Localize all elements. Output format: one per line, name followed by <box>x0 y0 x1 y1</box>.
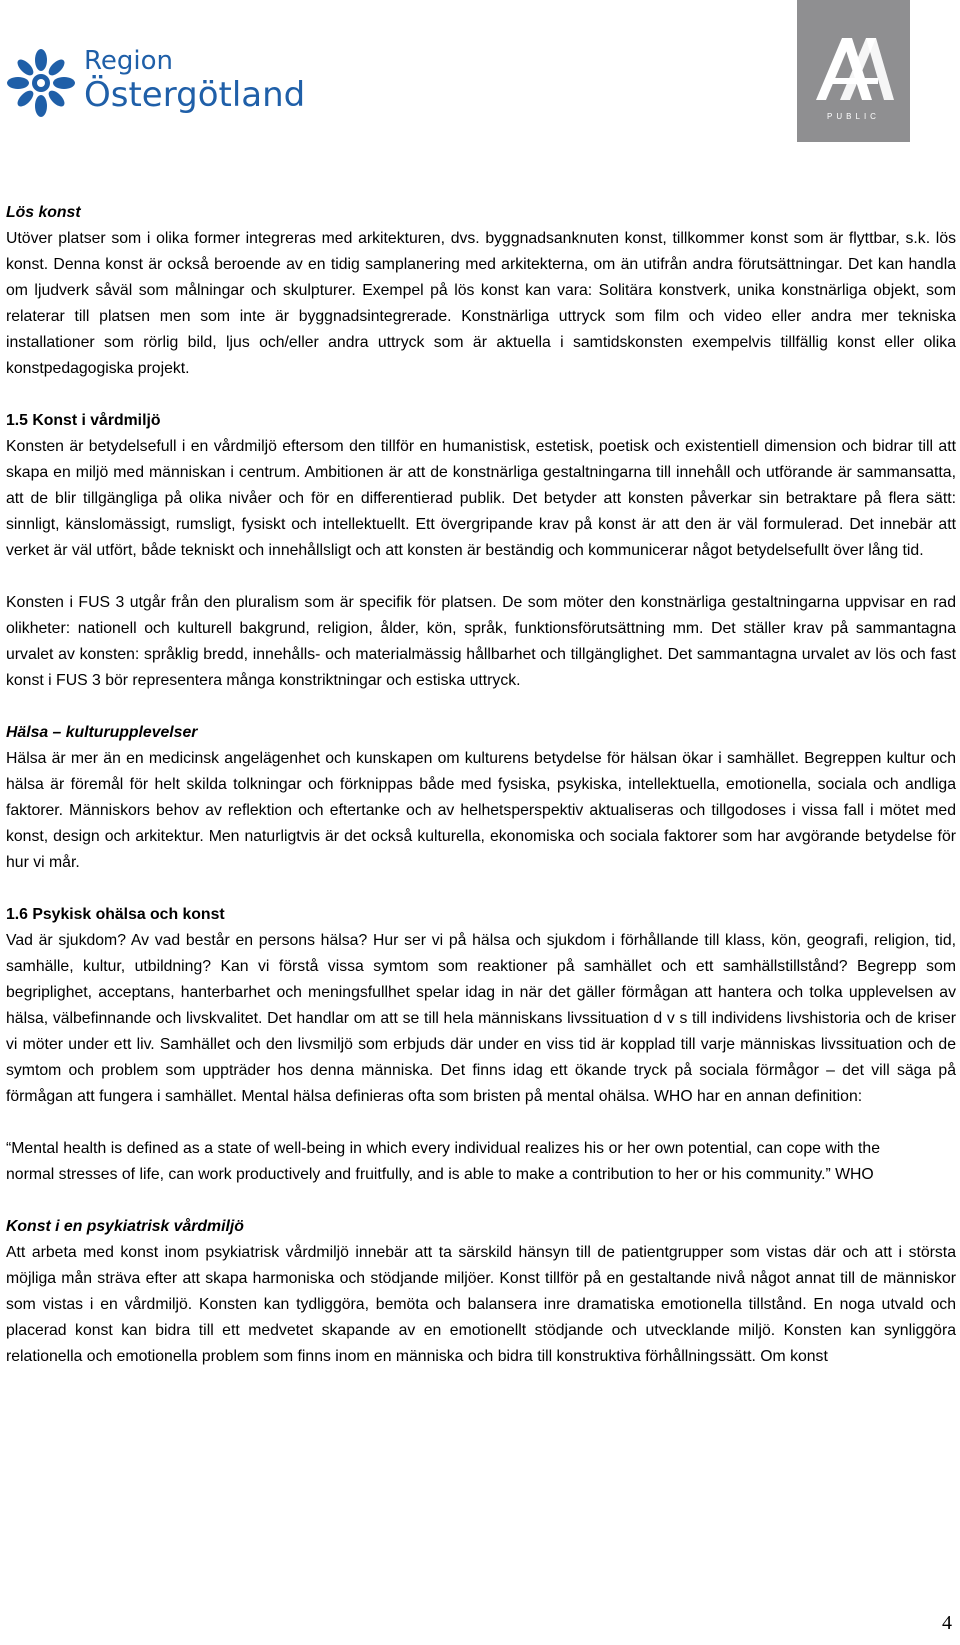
paragraph: Hälsa är mer än en medicinsk angelägenhet och kunskapen om kulturens betydelse för hälsan ökar i samhället. Begreppen kultur och hälsa är föremål för helt skilda tolkningar och förknippas både med fysiska, psykiska, intellektuella, emotionella, sociala och andliga faktorer. Människors behov av reflektion och eftertanke och av helhetsperspektiv aktualiseras och tillgodoses i vissa fall i mötet med konst, design och arkitektur. Men naturligtvis är det också kulturella, ekonomiska och sociala faktorer som har avgörande betydelse för hur vi mår. <box>6 750 956 871</box>
logo-line-ostergotland: Östergötland <box>84 75 306 115</box>
document-body <box>6 200 956 1370</box>
paragraph: Vad är sjukdom? Av vad består en persons hälsa? Hur ser vi på hälsa och sjukdom i förhållande till klass, kön, geografi, religion, tid, samhälle, kultur, utbildning? Kan vi förstå vissa symtom som reaktioner på samhället och ett samhällstillstånd? Begrepp som begriplighet, acceptans, hanterbarhet och meningsfullhet spelar idag in när det gäller förmågan att hantera och tolka upplevelsen av hälsa, välbefinnande och livskvalitet. Det handlar om att se till hela människans livssituation d v s till individens livshistoria och de kriser vi möter under ett liv. Samhället och den livsmiljö som erbjuds där under en viss tid är kopplad till varje människas livssituation och de symtom och problem som uppträder hos denna människa. Det finns idag ett ökande tryck på sociala förmågor – det vill säga på förmågan att fungera i samhället. Mental hälsa definieras ofta som bristen på mental ohälsa. WHO har en annan definition: <box>6 932 956 1105</box>
section-heading-psykiatrisk-vardmiljo: Konst i en psykiatrisk vårdmiljö <box>6 1218 244 1235</box>
page-number: 4 <box>942 1612 952 1634</box>
double-a-monogram-icon <box>814 36 894 102</box>
section-heading-los-konst: Lös konst <box>6 204 81 221</box>
section-heading-konst-i-vardmiljo: 1.5 Konst i vårdmiljö <box>6 412 161 429</box>
paragraph: Utöver platser som i olika former integreras med arkitekturen, dvs. byggnadsanknuten konst, tillkommer konst som är flyttbar, s.k. lös konst. Denna konst är också beroende av en tidig samplanering med arkitekterna, om än utifrån andra förutsättningar. Det kan handla om ljudverk såväl som målningar och skulpturer. Exempel på lös konst kan vara: Solitära konstverk, unika konstnärliga objekt, som relaterar till platsen men som inte är byggnadsintegrerade. Konstnärliga uttryck som film och video eller andra mer tekniska installationer som rörlig bild, ljus och/eller andra uttryck som är aktuella i samtidskonsten exempelvis tillfällig konst eller olika konstpedagogiska projekt. <box>6 230 956 377</box>
paragraph: Konsten i FUS 3 utgår från den pluralism som är specifik för platsen. De som möter den konstnärliga gestaltningarna uppvisar en rad olikheter: nationell och kulturell bakgrund, religion, ålder, kön, språk, funktionsförutsättning mm. Det ställer krav på sammantagna urvalet av konsten: språklig bredd, innehålls- och materialmässig hållbarhet och tillgänglighet. Det sammantagna urvalet av lös och fast konst i FUS 3 bör representera många konstriktningar och estiska uttryck. <box>6 594 956 689</box>
region-ostergotland-logo <box>6 46 306 124</box>
who-quote: “Mental health is defined as a state of well-being in which every individual realizes his or her own potential, can cope with the normal stresses of life, can work productively and fruitfully, and is able to make a contribution to her or his community.” WHO <box>6 1140 880 1183</box>
public-logo-label: PUBLIC <box>827 112 880 121</box>
section-heading-psykisk-ohalsa: 1.6 Psykisk ohälsa och konst <box>6 906 225 923</box>
public-logo <box>797 0 910 142</box>
logo-wordmark <box>84 46 305 114</box>
paragraph: Konsten är betydelsefull i en vårdmiljö eftersom den tillför en humanistisk, estetisk, poetisk och existentiell dimension och bidrar till att skapa en miljö med människan i centrum. Ambitionen är att de konstnärliga gestaltningarna till innehåll och utförande är sammansatta, att de blir tillgängliga på olika nivåer och för en differentierad publik. Det betyder att konsten påverkar sin betraktare på flera sätt: sinnligt, känslomässigt, rumsligt, fysiskt och intellektuellt. Ett övergripande krav på konst är att den är väl formulerad. Det innebär att verket är väl utfört, både tekniskt och innehållsligt och att konsten är beständig och kommunicerar något betydelsefullt över lång tid. <box>6 438 956 559</box>
snowflake-lion-emblem-icon <box>6 48 76 118</box>
logo-line-region: Region <box>84 46 174 76</box>
paragraph: Att arbeta med konst inom psykiatrisk vårdmiljö innebär att ta särskild hänsyn till de patientgrupper som vistas där och att i största möjliga mån sträva efter att skapa harmoniska och stödjande miljöer. Konst tillför på en gestaltande nivå något annat till de människor som vistas i en vårdmiljö. Konsten kan tydliggöra, bemöta och balansera inre dramatiska emotionella tillstånd. En noga utvald och placerad konst kan bidra till ett medvetet skapande av en emotionellt stödjande och utvecklande miljö. Konsten kan synliggöra relationella och emotionella problem som finns inom en människa och bidra till konstruktiva förhållningssätt. Om konst <box>6 1244 956 1365</box>
section-heading-halsa-kulturupplevelser: Hälsa – kulturupplevelser <box>6 724 198 741</box>
